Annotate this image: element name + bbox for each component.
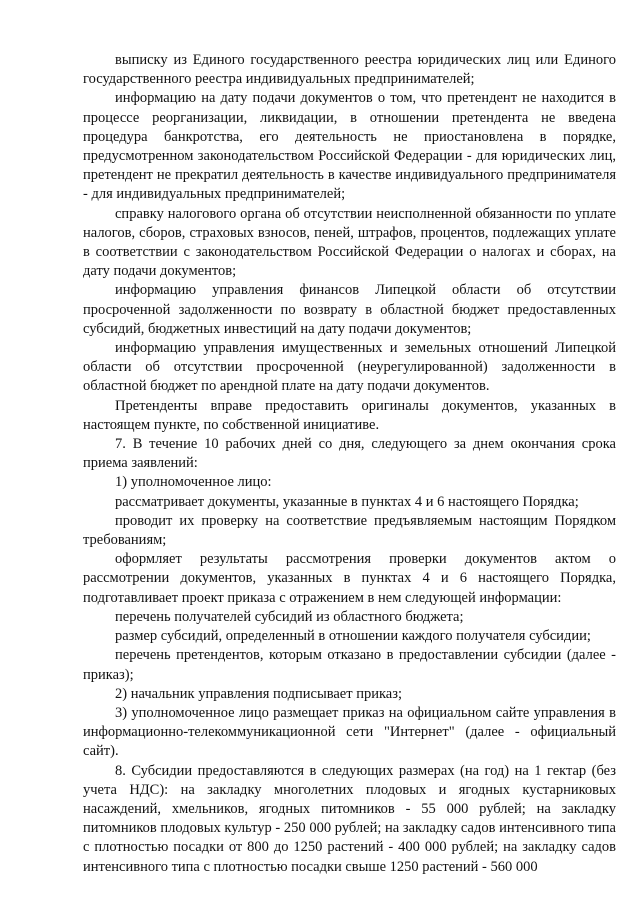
document-body [83,51,616,877]
paragraph-subsidy-amount: размер субсидий, определенный в отношении каждого получателя субсидии; [115,628,591,645]
paragraph-item-7-1: 1) уполномоченное лицо: [115,474,272,491]
paragraph-checks-compliance: проводит их проверку на соответствие предъявляемым настоящим Порядком требованиям; [83,512,616,549]
paragraph-item-7-2: 2) начальник управления подписывает приказ; [115,685,402,702]
paragraph-originals-right: Претенденты вправе предоставить оригиналы документов, указанных в настоящем пункте, по собственной инициативе. [83,397,616,433]
paragraph-property-debt-info: информацию управления имущественных и земельных отношений Липецкой области об отсутствии просроченной (неурегулированной) задолженности в областной бюджет по арендной плате на дату подачи документов. [83,340,616,395]
paragraph-recipients-list: перечень получателей субсидий из областного бюджета; [115,608,464,625]
paragraph-finance-debt-info: информацию управления финансов Липецкой области об отсутствии просроченной задолженности по возврату в областной бюджет предоставленных субсидий, бюджетных инвестиций на дату подачи документов; [83,282,616,337]
paragraph-item-7: 7. В течение 10 рабочих дней со дня, следующего за днем окончания срока приема заявлений: [83,436,616,472]
paragraph-egrul-extract: выписку из Единого государственного реестра юридических лиц или Единого государственного реестра индивидуальных предпринимателей; [83,52,616,88]
paragraph-item-7-3: 3) уполномоченное лицо размещает приказ на официальном сайте управления в информационно-телекоммуникационной сети "Интернет" (далее - официальный сайт). [83,704,616,760]
paragraph-refused-list: перечень претендентов, которым отказано в предоставлении субсидии (далее - приказ); [83,647,616,683]
paragraph-review-act: оформляет результаты рассмотрения проверки документов актом о рассмотрении документов, указанных в пунктах 4 и 6 настоящего Порядка, подготавливает проект приказа с отражением в нем следующей информации: [83,551,616,606]
paragraph-item-8: 8. Субсидии предоставляются в следующих размерах (на год) на 1 гектар (без учета НДС): на закладку многолетних плодовых и ягодных кустарниковых насаждений, хмельников, ягодных питомников - 55 000 рублей; на закладку питомников плодовых культур - 250 000 рублей; на закладку садов интенсивного типа с плотностью посадки от 800 до 1250 растений - 400 000 рублей; на закладку садов интенсивного типа с плотностью посадки свыше 1250 растений - 560 000 [83,762,616,875]
paragraph-reviews-documents: рассматривает документы, указанные в пунктах 4 и 6 настоящего Порядка; [115,493,579,510]
paragraph-tax-certificate: справку налогового органа об отсутствии неисполненной обязанности по уплате налогов, сборов, страховых взносов, пеней, штрафов, процентов, подлежащих уплате в соответствии с законодательством Российской Федерации о налогах и сборах, на дату подачи документов; [83,205,616,280]
paragraph-reorganization-info: информацию на дату подачи документов о том, что претендент не находится в процессе реорганизации, ликвидации, в отношении претендента не введена процедура банкротства, его деятельность не приостановлена в порядке, предусмотренном законодательством Российской Федерации - для юридических лиц, претендент не прекратил деятельность в качестве индивидуального предпринимателя - для индивидуальных предпринимателей; [83,90,616,203]
